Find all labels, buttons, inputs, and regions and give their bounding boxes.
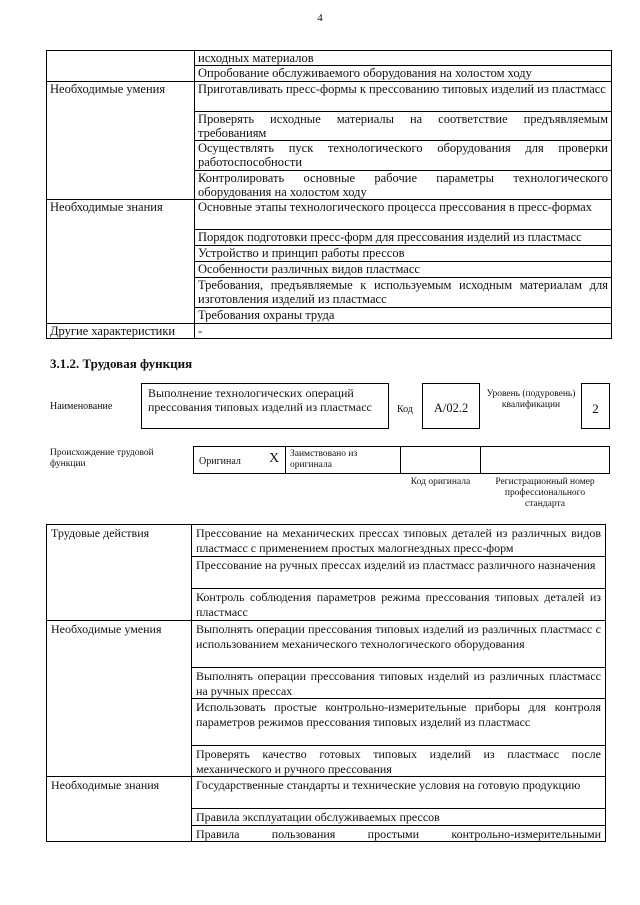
- table-cell-text: Прессование на ручных прессах изделий из пластмасс различного назначения: [192, 557, 606, 589]
- table-cell-text: Использовать простые контрольно-измерительные приборы для контроля параметров режимов прессования типовых изделий из пластмасс: [192, 699, 606, 746]
- table-cell-text: Основные этапы технологического процесса прессования в пресс-формах: [195, 200, 612, 230]
- table-cell-text: Осуществлять пуск технологического оборудования для проверки работоспособности: [195, 141, 612, 171]
- function-name-box: [141, 383, 389, 429]
- code-caption: Код оригинала: [410, 477, 471, 487]
- original-label: Оригинал: [199, 456, 241, 467]
- level-box: [581, 383, 610, 429]
- row-label-other: Другие характеристики: [47, 324, 195, 339]
- table-cell-text: Правила пользования простыми контрольно-измерительными: [192, 825, 606, 842]
- table-cell-text: Выполнять операции прессования типовых изделий из различных пластмасс на ручных прессах: [192, 668, 606, 699]
- row-label-knowledge: Необходимые знания: [47, 200, 195, 324]
- table-cell-text: Особенности различных видов пластмасс: [195, 262, 612, 278]
- level-label: Уровень (подуровень) квалификации: [486, 389, 576, 410]
- table-cell-text: Проверять исходные материалы на соответствие предъявляемым требованиям: [195, 112, 612, 141]
- table-cell-text: Контроль соблюдения параметров режима прессования типовых деталей из пластмасс: [192, 589, 606, 621]
- row-label-skills: Необходимые умения: [47, 82, 195, 200]
- code-label: Код: [397, 404, 413, 415]
- name-label: Наименование: [50, 401, 113, 412]
- code-value: А/02.2: [433, 401, 469, 415]
- original-mark: X: [269, 451, 280, 466]
- table-cell-text: Порядок подготовки пресс-форм для прессования изделий из пластмасс: [195, 230, 612, 246]
- level-value: 2: [592, 401, 599, 416]
- table-cell-text: Требования, предъявляемые к используемым исходным материалам для изготовления изделий из пластмасс: [195, 278, 612, 308]
- table-cell-text: Проверять качество готовых типовых изделий из пластмасс после механического и ручного прессования: [192, 746, 606, 777]
- table-cell-text: -: [195, 324, 612, 339]
- table-cell-text: Государственные стандарты и технические условия на готовую продукцию: [192, 777, 606, 809]
- original-cell: [193, 446, 286, 474]
- page-number: 4: [317, 12, 323, 24]
- section-title: 3.1.2. Трудовая функция: [50, 356, 193, 371]
- function-name-value: Выполнение технологических операций прессования типовых изделий из пластмасс: [148, 386, 372, 414]
- table-cell-text: Контролировать основные рабочие параметры технологического оборудования на холостом ходу: [195, 171, 612, 200]
- labor-function-table: [46, 524, 606, 842]
- table-cell-text: исходных материалов: [195, 51, 612, 66]
- empty-label-cell: [47, 51, 195, 82]
- table-cell-text: Устройство и принцип работы прессов: [195, 246, 612, 262]
- registration-number-cell: [480, 446, 610, 474]
- table-cell-text: Правила эксплуатации обслуживаемых прессов: [192, 809, 606, 826]
- table-cell-text: Выполнять операции прессования типовых изделий из различных пластмасс с использованием механического технологического оборудования: [192, 621, 606, 668]
- characteristics-table-continued: [46, 50, 612, 339]
- row-label-actions: Трудовые действия: [47, 525, 192, 621]
- origin-label: Происхождение трудовой функции: [50, 448, 154, 469]
- table-cell-text: Требования охраны труда: [195, 308, 612, 324]
- row-label-knowledge: Необходимые знания: [47, 777, 192, 842]
- original-code-cell: [400, 446, 481, 474]
- table-cell-text: Опробование обслуживаемого оборудования на холостом ходу: [195, 66, 612, 82]
- table-cell-text: Приготавливать пресс-формы к прессованию типовых изделий из пластмасс: [195, 82, 612, 112]
- borrowed-label: Заимствовано из оригинала: [290, 449, 358, 470]
- row-label-skills: Необходимые умения: [47, 621, 192, 777]
- table-cell-text: Прессование на механических прессах типовых деталей из различных видов пластмасс с применением простых малогнездных пресс-форм: [192, 525, 606, 557]
- borrowed-cell: [285, 446, 401, 474]
- code-box: [422, 383, 480, 429]
- registration-caption: Регистрационный номер профессионального стандарта: [495, 477, 595, 509]
